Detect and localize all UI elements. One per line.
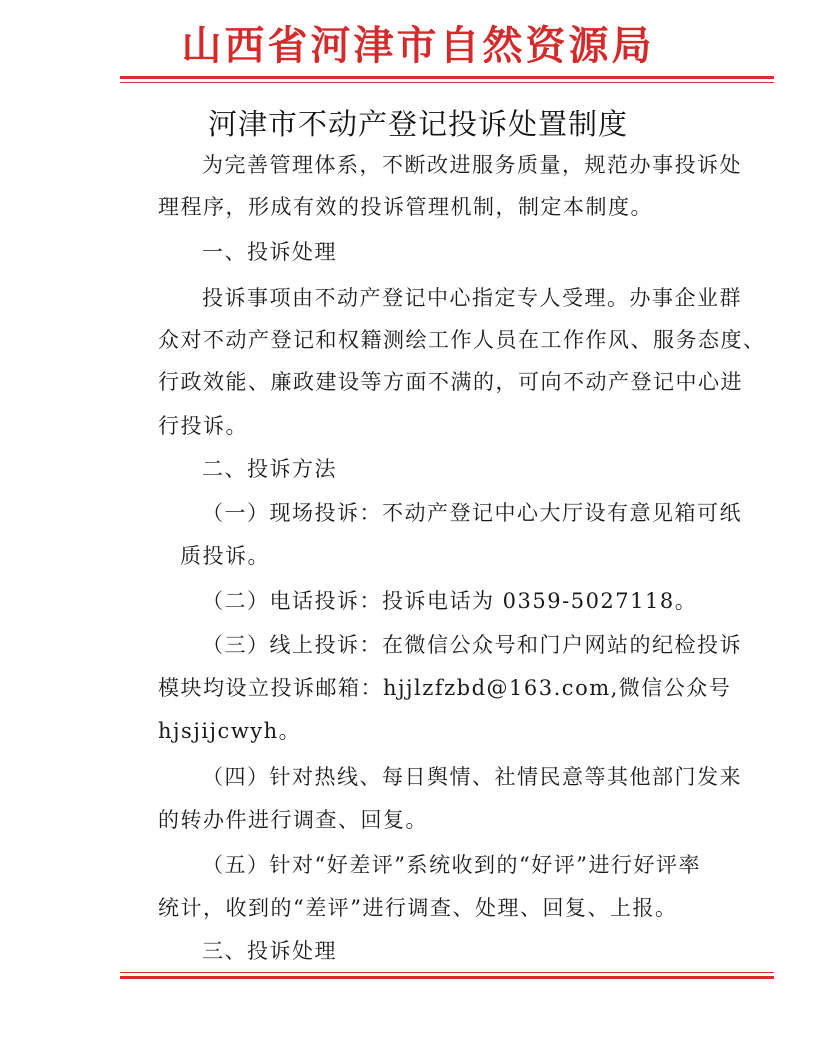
intro-line-2: 理程序，形成有效的投诉管理机制，制定本制度。 — [158, 195, 653, 219]
letterhead-rule-thick — [120, 76, 774, 79]
method-3-line-2: 模块均设立投诉邮箱：hjjlzfzbd@163.com,微信公众号 — [158, 676, 732, 700]
method-3-line-3: hjsjijcwyh。 — [158, 719, 302, 743]
footer-rule-thick — [120, 976, 774, 979]
method-3-line-1: （三）线上投诉：在微信公众号和门户网站的纪检投诉 — [202, 633, 742, 657]
method-5-line-2: 统计，收到的“差评”进行调查、处理、回复、上报。 — [158, 896, 678, 920]
section-1-line-2: 众对不动产登记和权籍测绘工作人员在工作作风、服务态度、 — [158, 328, 766, 352]
method-1-line-2: 质投诉。 — [180, 544, 270, 568]
letterhead-rule-thin — [120, 82, 774, 83]
footer-rule-thin — [120, 972, 774, 973]
method-4-line-1: （四）针对热线、每日舆情、社情民意等其他部门发来 — [202, 765, 742, 789]
section-1-line-1: 投诉事项由不动产登记中心指定专人受理。办事企业群 — [202, 286, 742, 310]
section-1-heading: 一、投诉处理 — [202, 240, 337, 264]
document-title: 河津市不动产登记投诉处置制度 — [207, 107, 628, 141]
method-2-line-1: （二）电话投诉：投诉电话为 0359-5027118。 — [202, 589, 698, 613]
method-5-line-1: （五）针对“好差评”系统收到的“好评”进行好评率 — [202, 853, 701, 877]
section-1-line-3: 行政效能、廉政建设等方面不满的，可向不动产登记中心进 — [158, 370, 743, 394]
letterhead-org-name: 山西省河津市自然资源局 — [181, 22, 655, 69]
method-4-line-2: 的转办件进行调查、回复。 — [158, 808, 428, 832]
section-3-heading: 三、投诉处理 — [202, 939, 337, 963]
intro-line-1: 为完善管理体系，不断改进服务质量，规范办事投诉处 — [202, 153, 742, 177]
method-1-line-1: （一）现场投诉：不动产登记中心大厅设有意见箱可纸 — [202, 501, 742, 525]
section-1-line-4: 行投诉。 — [158, 414, 248, 438]
section-2-heading: 二、投诉方法 — [202, 457, 337, 481]
